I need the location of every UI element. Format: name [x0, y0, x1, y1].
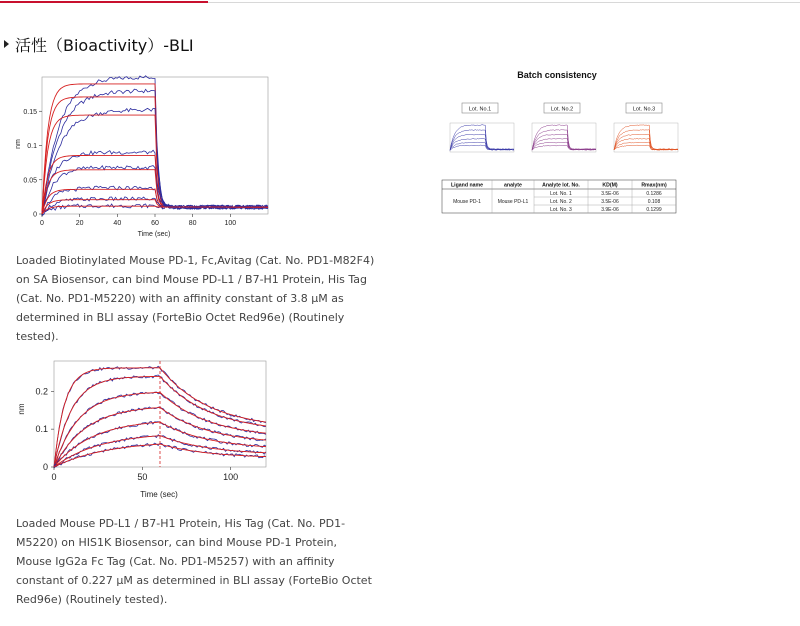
lot-panels	[450, 103, 678, 152]
lot-label: Lot. No.1	[468, 106, 492, 113]
section-title: 活性（Bioactivity）-BLI	[15, 35, 194, 55]
lot-trace	[450, 125, 514, 151]
batch-title: Batch consistency	[517, 70, 597, 80]
top-divider-accent	[0, 1, 208, 3]
plot-area	[42, 76, 268, 216]
x-axis-label: Time (sec)	[140, 490, 178, 499]
lot-plot-frame	[532, 123, 596, 152]
batch-consistency-figure	[436, 64, 682, 216]
lot-trace	[614, 130, 678, 150]
x-tick-label: 50	[137, 472, 148, 482]
bli-chart-2	[14, 357, 270, 503]
x-tick-label: 0	[40, 220, 44, 227]
y-tick-label: 0.2	[35, 386, 48, 397]
caption-chart-2: Loaded Mouse PD-L1 / B7-H1 Protein, His Tag (Cat. No. PD1-M5220) on HIS1K Biosensor, can bind Mouse PD-1 Protein, Mouse IgG2a Fc Tag (Cat. No. PD1-M5257) with an affinity constant of 0.227 μM as determined in BLI assay (ForteBio Octet Red96e) (Routinely tested).	[16, 517, 372, 606]
lot-trace	[614, 138, 678, 150]
top-divider	[0, 2, 800, 3]
batch-table	[442, 180, 676, 213]
ligand-cell: Mouse PD-1	[453, 199, 481, 205]
y-tick-label: 0	[42, 462, 48, 472]
table-cell: 3.5E-06	[601, 199, 619, 205]
x-tick-label: 40	[113, 220, 122, 227]
lot-trace	[532, 138, 596, 150]
lot-trace	[614, 134, 678, 150]
section-header	[4, 33, 194, 55]
y-tick-label: 0.05	[23, 177, 37, 185]
bullet-triangle-icon	[4, 40, 9, 48]
y-tick-label: 0.1	[35, 424, 48, 435]
bli-chart-1	[14, 72, 276, 242]
x-tick-label: 80	[188, 220, 197, 227]
x-tick-label: 0	[51, 472, 57, 482]
table-header-cell: Rmax(nm)	[641, 182, 667, 189]
table-cell: 3.5E-06	[601, 191, 619, 197]
y-axis-label: nm	[17, 403, 26, 415]
lot-trace	[532, 130, 596, 150]
table-header-cell: KD(M)	[602, 182, 618, 189]
table-cell: 0.1299	[646, 207, 662, 213]
table-header-cell: Analyte lot. No.	[542, 182, 580, 189]
y-axis-label: nm	[15, 139, 22, 149]
analyte-cell: Mouse PD-L1	[497, 199, 529, 205]
table-header-cell: Ligand name	[451, 182, 483, 189]
table-cell: 0.1286	[646, 191, 662, 197]
caption-chart-1: Loaded Biotinylated Mouse PD-1, Fc,Avitag (Cat. No. PD1-M82F4) on SA Biosensor, can bind Mouse PD-L1 / B7-H1 Protein, His Tag (Cat. No. PD1-M5220) with an affinity constant of 3.8 μM as determined in BLI assay (ForteBio Octet Red96e) (Routinely tested).	[16, 254, 375, 343]
fit-curve	[42, 206, 268, 214]
fit-curve	[42, 189, 268, 214]
y-tick-label: 0	[33, 211, 37, 219]
y-tick-label: 0.15	[23, 108, 37, 116]
lot-panel	[532, 103, 596, 152]
lot-trace	[532, 134, 596, 150]
x-tick-label: 20	[75, 220, 84, 227]
x-tick-label: 100	[224, 220, 237, 227]
y-tick-label: 0.1	[27, 143, 37, 150]
lot-label: Lot. No.3	[632, 106, 656, 113]
table-cell: 3.9E-06	[601, 207, 619, 213]
lot-panel	[614, 103, 678, 152]
table-cell: Lot. No. 2	[550, 199, 572, 205]
lot-trace	[450, 138, 514, 150]
lot-plot-frame	[614, 123, 678, 152]
measured-trace	[42, 197, 268, 212]
table-cell: Lot. No. 1	[550, 191, 572, 197]
table-cell: 0.108	[647, 199, 661, 205]
lot-panel	[450, 103, 514, 152]
x-tick-label: 100	[223, 472, 239, 482]
plot-area	[54, 361, 266, 468]
lot-trace	[450, 130, 514, 151]
x-axis-label: Time (sec)	[137, 231, 171, 238]
table-header-cell: analyte	[504, 182, 522, 189]
x-tick-label: 60	[151, 220, 159, 227]
lot-trace	[450, 134, 514, 150]
table-cell: Lot. No. 3	[550, 207, 572, 213]
lot-label: Lot. No.2	[550, 106, 574, 113]
lot-plot-frame	[450, 123, 514, 152]
